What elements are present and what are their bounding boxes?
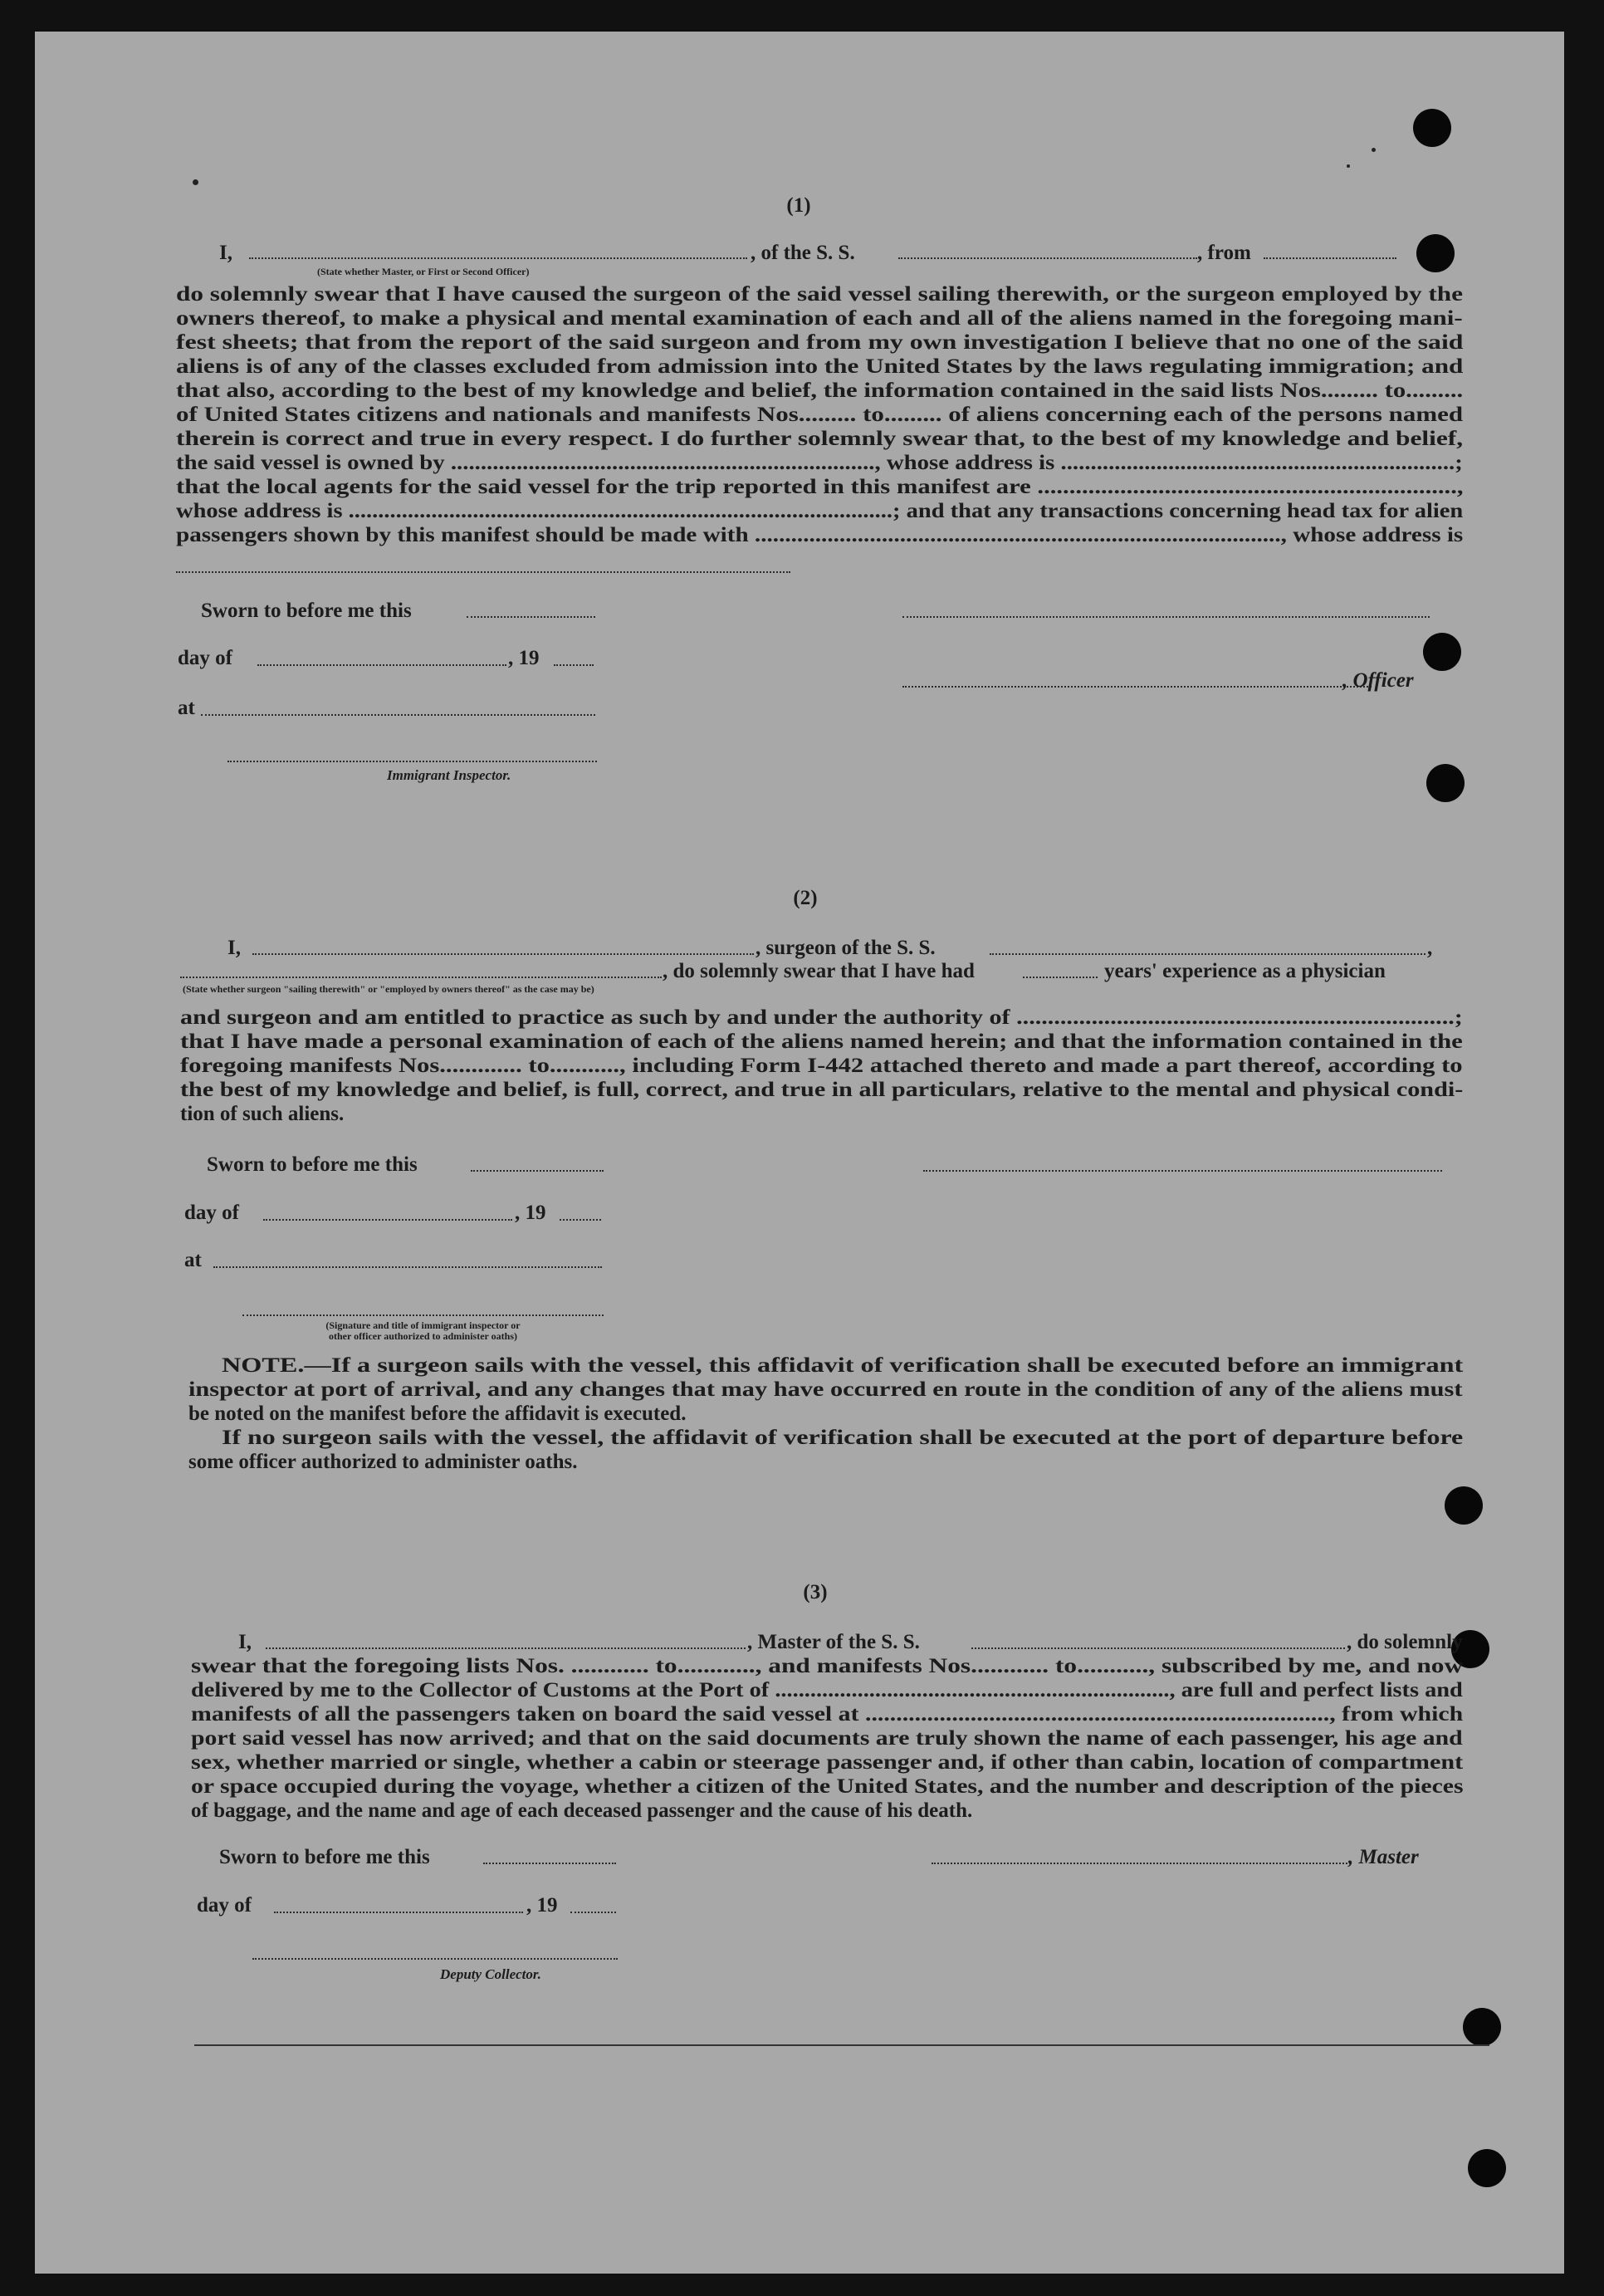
officer-name-field[interactable] [249, 257, 747, 259]
paragraph-line: of baggage, and the name and age of each deceased passenger and the cause of his death. [191, 1799, 973, 1822]
administering-officer-signature-field[interactable] [242, 1314, 604, 1316]
paragraph-line: sex, whether married or single, whether a cabin or steerage passenger and, if other than cabin, location of compartment [191, 1751, 1464, 1774]
note-line: NOTE.—If a surgeon sails with the vessel, this affidavit of verification shall be executed before an immigrant [222, 1354, 1464, 1377]
of-ss-label: , of the S. S. [751, 242, 855, 264]
sworn-label: Sworn to before me this [219, 1846, 430, 1868]
vessel-name-field[interactable] [898, 257, 1197, 259]
ink-speck [1372, 148, 1376, 152]
month-field[interactable] [274, 1912, 523, 1913]
swear-experience-label: , do solemnly swear that I have had [663, 960, 975, 982]
master-label-text: , Master [1348, 1846, 1419, 1868]
bottom-rule [194, 2044, 1489, 2046]
ink-speck [1347, 164, 1350, 168]
sworn-label: Sworn to before me this [201, 600, 412, 622]
paragraph-line: therein is correct and true in every respect. I do further solemnly swear that, to the best of my knowledge and belief, [176, 428, 1464, 450]
sworn-label: Sworn to before me this [207, 1153, 418, 1176]
master-label [1348, 1845, 1419, 1869]
section-3-number: (3) [803, 1581, 828, 1603]
day-of-label: day of [184, 1202, 239, 1224]
paragraph-line: that also, according to the best of my knowledge and belief, the information contained in the said lists Nos......... to......... [176, 379, 1464, 402]
paragraph-line: the best of my knowledge and belief, is full, correct, and true in all particulars, relative to the mental and physical condi- [180, 1079, 1464, 1101]
line-end-comma: , [1427, 937, 1433, 959]
year-field[interactable] [554, 664, 594, 666]
punch-hole [1468, 2149, 1506, 2187]
deputy-collector-signature-field[interactable] [252, 1958, 618, 1960]
master-of-ss-label: , Master of the S. S. [747, 1631, 920, 1653]
paragraph-line: or space occupied during the voyage, whether a citizen of the United States, and the number and description of the pieces [191, 1775, 1464, 1798]
surgeon-signature-field[interactable] [923, 1170, 1442, 1172]
paragraph-line: the said vessel is owned by ......................................................................., whose address is ..................................................................; [176, 452, 1463, 474]
officer-label [1342, 668, 1414, 693]
officer-title-field[interactable] [902, 686, 1372, 688]
year-field[interactable] [560, 1219, 601, 1221]
master-i-label: I, [238, 1631, 252, 1653]
note-line: some officer authorized to administer oaths. [188, 1451, 578, 1473]
year-label: , 19 [508, 647, 540, 669]
paragraph-line: aliens is of any of the classes excluded from admission into the United States by the laws regulating immigration; and [176, 355, 1464, 378]
form-page [35, 32, 1564, 2274]
year-field[interactable] [570, 1912, 616, 1913]
at-label: at [184, 1249, 202, 1271]
punch-hole [1423, 633, 1461, 671]
paragraph-line: manifests of all the passengers taken on board the said vessel at ..........................................................................., from which [191, 1703, 1464, 1726]
at-label: at [178, 697, 195, 719]
sworn-date-field[interactable] [467, 616, 595, 618]
paragraph-line: tion of such aliens. [180, 1103, 345, 1125]
officer-label-text: , Officer [1342, 669, 1414, 692]
surgeon-status-hint: (State whether surgeon "sailing therewith" or "employed by owners thereof" as the case may be) [183, 983, 594, 995]
paragraph-line: do solemnly swear that I have caused the surgeon of the said vessel sailing therewith, or the surgeon employed by the [176, 283, 1463, 306]
year-label: , 19 [526, 1894, 558, 1917]
surgeon-of-ss-label: , surgeon of the S. S. [756, 937, 936, 959]
inspector-label: Immigrant Inspector. [387, 767, 511, 783]
paragraph-line: owners thereof, to make a physical and mental examination of each and all of the aliens named in the foregoing mani- [176, 307, 1463, 330]
paragraph-line: delivered by me to the Collector of Customs at the Port of ..................................................................., are full and perfect lists and [191, 1679, 1463, 1701]
surgeon-name-field[interactable] [252, 953, 754, 955]
day-of-label: day of [197, 1894, 252, 1917]
from-port-field[interactable] [1264, 257, 1396, 259]
officer-i-label: I, [219, 242, 232, 264]
years-experience-field[interactable] [1023, 977, 1098, 978]
paragraph-line: and surgeon and am entitled to practice as such by and under the authority of ......................................................................; [180, 1006, 1463, 1029]
punch-hole [1463, 2008, 1501, 2046]
years-physician-label: years' experience as a physician [1104, 960, 1386, 982]
punch-hole [1413, 109, 1451, 147]
deputy-collector-label: Deputy Collector. [440, 1966, 541, 1982]
note-line: inspector at port of arrival, and any changes that may have occurred en route in the condition of any of the aliens must [188, 1378, 1463, 1401]
signature-hint: other officer authorized to administer oaths) [329, 1330, 517, 1342]
year-label: , 19 [515, 1202, 546, 1224]
section-2-number: (2) [793, 887, 818, 909]
paragraph-line: port said vessel has now arrived; and that on the said documents are truly shown the name of each passenger, his age and [191, 1727, 1463, 1750]
from-label: , from [1197, 242, 1251, 264]
sworn-date-field[interactable] [471, 1170, 604, 1172]
inspector-signature-field[interactable] [227, 761, 597, 762]
surgeon-i-label: I, [227, 937, 241, 959]
day-of-label: day of [178, 647, 232, 669]
section-1-number: (1) [786, 194, 811, 217]
punch-hole [1445, 1486, 1483, 1525]
sworn-date-field[interactable] [483, 1863, 616, 1864]
at-place-field[interactable] [213, 1266, 602, 1268]
paragraph-line: swear that the foregoing lists Nos. ............ to............, and manifests Nos............ to..........., subscribed by me, and now [191, 1655, 1464, 1677]
paragraph-line: of United States citizens and nationals and manifests Nos......... to......... of aliens concerning each of the persons named [176, 404, 1464, 426]
ink-speck [193, 179, 198, 185]
master-name-field[interactable] [266, 1647, 746, 1649]
paragraph-line: fest sheets; that from the report of the said surgeon and from my own investigation I believe that no one of the said [176, 331, 1464, 354]
officer-rank-hint: (State whether Master, or First or Second Officer) [317, 266, 530, 277]
do-solemnly-label: , do solemnly [1347, 1631, 1463, 1653]
note-line: If no surgeon sails with the vessel, the affidavit of verification shall be executed at the port of departure before [222, 1427, 1464, 1449]
head-tax-address-field[interactable] [176, 571, 790, 573]
paragraph-line: foregoing manifests Nos............. to..........., including Form I-442 attached thereto and made a part thereof, according to [180, 1055, 1463, 1077]
month-field[interactable] [263, 1219, 512, 1221]
paragraph-line: passengers shown by this manifest should be made with ......................................................................................., whose address is [176, 524, 1464, 546]
month-field[interactable] [257, 664, 506, 666]
officer-signature-field[interactable] [902, 616, 1430, 618]
signature-hint: (Signature and title of immigrant inspector or [325, 1319, 521, 1331]
surgeon-vessel-field[interactable] [990, 953, 1426, 955]
punch-hole [1426, 764, 1465, 802]
note-line: be noted on the manifest before the affidavit is executed. [188, 1403, 687, 1425]
punch-hole [1416, 234, 1455, 272]
master-signature-field[interactable] [932, 1863, 1351, 1864]
surgeon-status-field[interactable] [180, 977, 662, 978]
at-place-field[interactable] [201, 714, 595, 716]
paragraph-line: whose address is ............................................................................................; and that any transactions concerning head tax for alien [176, 500, 1464, 522]
paragraph-line: that the local agents for the said vessel for the trip reported in this manifest are .................................................................., [176, 476, 1464, 498]
master-vessel-field[interactable] [971, 1647, 1345, 1649]
paragraph-line: that I have made a personal examination of each of the aliens named herein; and that the information contained in the [180, 1031, 1463, 1053]
